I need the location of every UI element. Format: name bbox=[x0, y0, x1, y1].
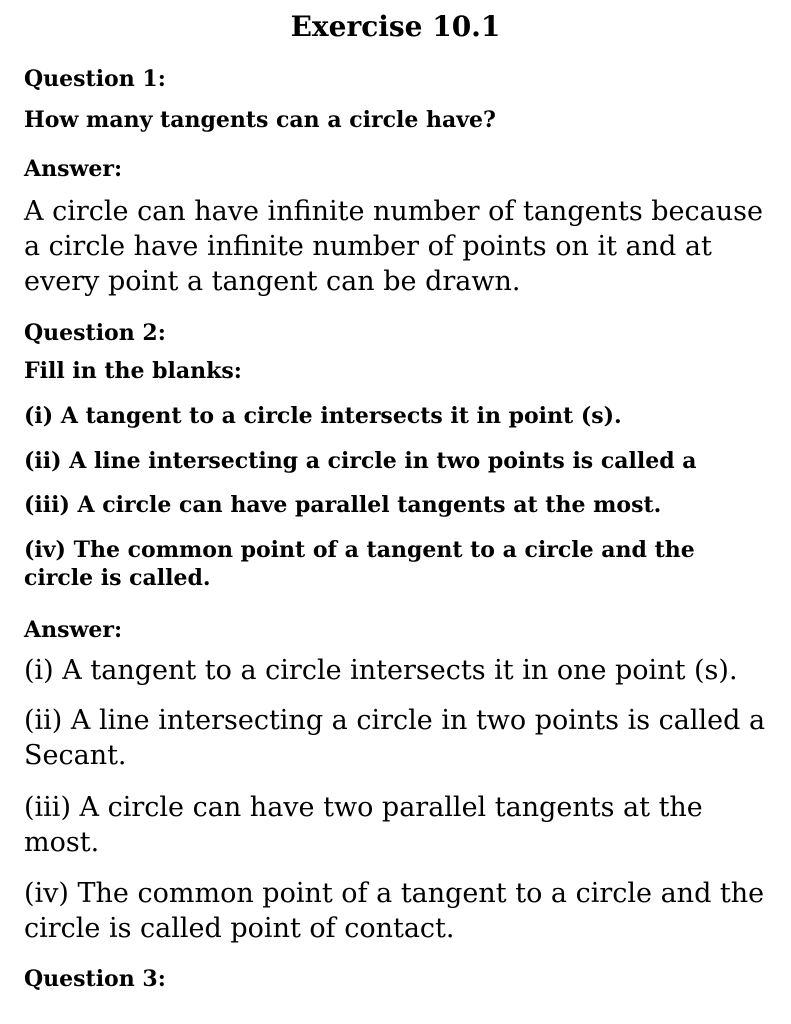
page-title: Exercise 10.1 bbox=[290, 10, 501, 43]
blank-item: (ii) A line intersecting a circle in two points is called a bbox=[24, 448, 697, 474]
blank-item: (iv) The common point of a tangent to a circle and the circle is called. bbox=[24, 537, 695, 591]
answer-1-text: A circle can have infinite number of tangents because a circle have infinite number of points on it and at every point a tangent can be drawn. bbox=[24, 196, 763, 297]
question-3-label: Question 3: bbox=[24, 966, 166, 992]
question-1-text: How many tangents can a circle have? bbox=[24, 107, 496, 133]
blank-item: (iii) A circle can have parallel tangents at the most. bbox=[24, 492, 662, 518]
question-2-label: Question 2: bbox=[24, 320, 166, 346]
answer-item: (iv) The common point of a tangent to a circle and the circle is called point of contact. bbox=[24, 878, 765, 944]
answer-item: (i) A tangent to a circle intersects it in one point (s). bbox=[24, 655, 738, 686]
answer-item: (ii) A line intersecting a circle in two points is called a Secant. bbox=[24, 705, 766, 771]
question-1-label: Question 1: bbox=[24, 66, 166, 92]
answer-item: (iii) A circle can have two parallel tangents at the most. bbox=[24, 792, 703, 858]
blank-item: (i) A tangent to a circle intersects it in point (s). bbox=[24, 403, 622, 429]
question-2-text: Fill in the blanks: bbox=[24, 358, 242, 384]
answer-1-label: Answer: bbox=[24, 156, 123, 182]
answer-2-label: Answer: bbox=[24, 617, 123, 643]
